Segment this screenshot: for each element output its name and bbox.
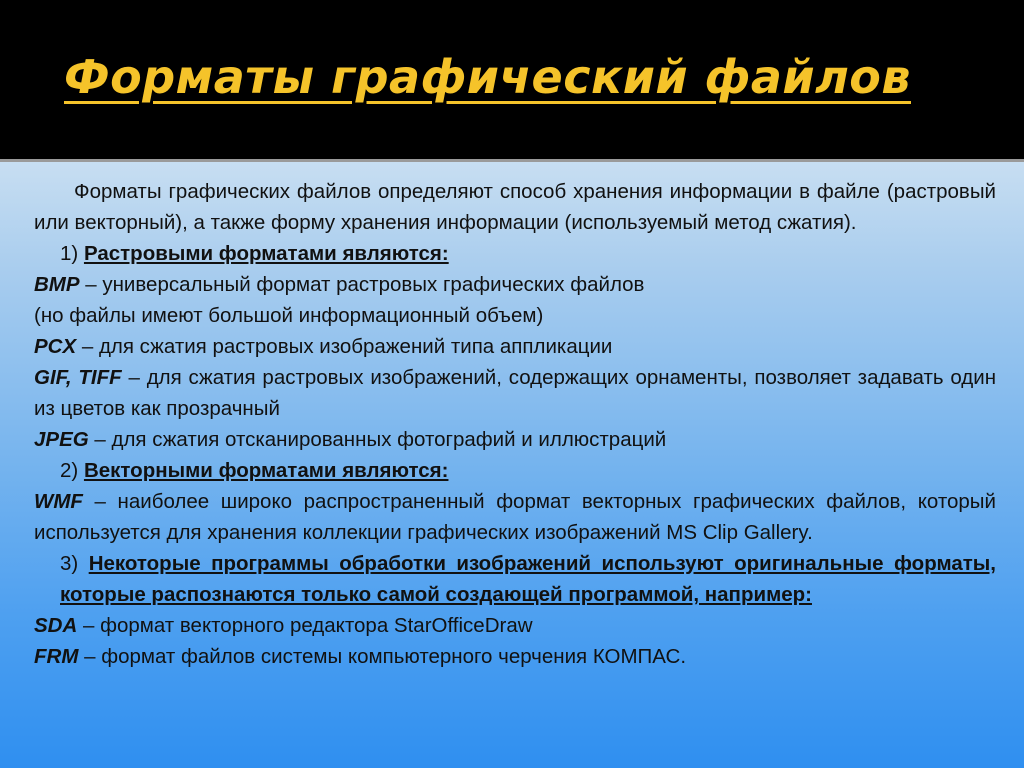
section-2-heading <box>34 455 996 486</box>
intro-paragraph: Форматы графических файлов определяют способ хранения информации в файле (растровый или векторный), а также форму хранения информации (используемый метод сжатия). <box>34 180 996 234</box>
format-bmp <box>34 269 996 300</box>
section-1-title: Растровыми форматами являются: <box>83 242 449 265</box>
format-name: BMP <box>34 273 80 296</box>
format-desc: – формат векторного редактора StarOfficeDraw <box>77 614 533 637</box>
format-desc: – универсальный формат растровых графических файлов <box>79 273 645 296</box>
title-bar <box>0 0 1024 162</box>
format-name: JPEG <box>34 428 89 451</box>
format-name: PCX <box>34 335 77 358</box>
format-desc: – для сжатия растровых изображений, содержащих орнаменты, позволяет задавать один из цветов как прозрачный <box>34 366 997 420</box>
section-3-heading <box>34 548 996 610</box>
slide-content <box>34 176 996 672</box>
bmp-note: (но файлы имеют большой информационный объем) <box>34 304 544 327</box>
section-3-title: Некоторые программы обработки изображений используют оригинальные форматы, которые распознаются только самой создающей программой, например: <box>60 552 996 606</box>
format-jpeg <box>34 424 996 455</box>
format-gif-tiff <box>34 362 996 424</box>
format-desc: – для сжатия отсканированных фотографий и иллюстраций <box>88 428 667 451</box>
format-desc: – формат файлов системы компьютерного черчения КОМПАС. <box>78 645 687 668</box>
section-3-number: 3) <box>60 552 79 575</box>
format-name: SDA <box>34 614 78 637</box>
format-pcx <box>34 331 996 362</box>
section-2-number: 2) <box>60 459 79 482</box>
format-name: GIF, TIFF <box>34 366 122 389</box>
format-desc: – для сжатия растровых изображений типа аппликации <box>76 335 613 358</box>
format-sda <box>34 610 996 641</box>
format-name: FRM <box>34 645 79 668</box>
format-desc: – наиболее широко распространенный формат векторных графических файлов, который используется для хранения коллекции графических изображений MS Clip Gallery. <box>34 490 996 544</box>
format-frm <box>34 641 996 672</box>
section-1-heading <box>34 238 996 269</box>
slide-title: Форматы графический файлов <box>64 50 911 104</box>
format-wmf <box>34 486 996 548</box>
format-name: WMF <box>34 490 83 513</box>
section-1-number: 1) <box>60 242 79 265</box>
section-2-title: Векторными форматами являются: <box>83 459 449 482</box>
